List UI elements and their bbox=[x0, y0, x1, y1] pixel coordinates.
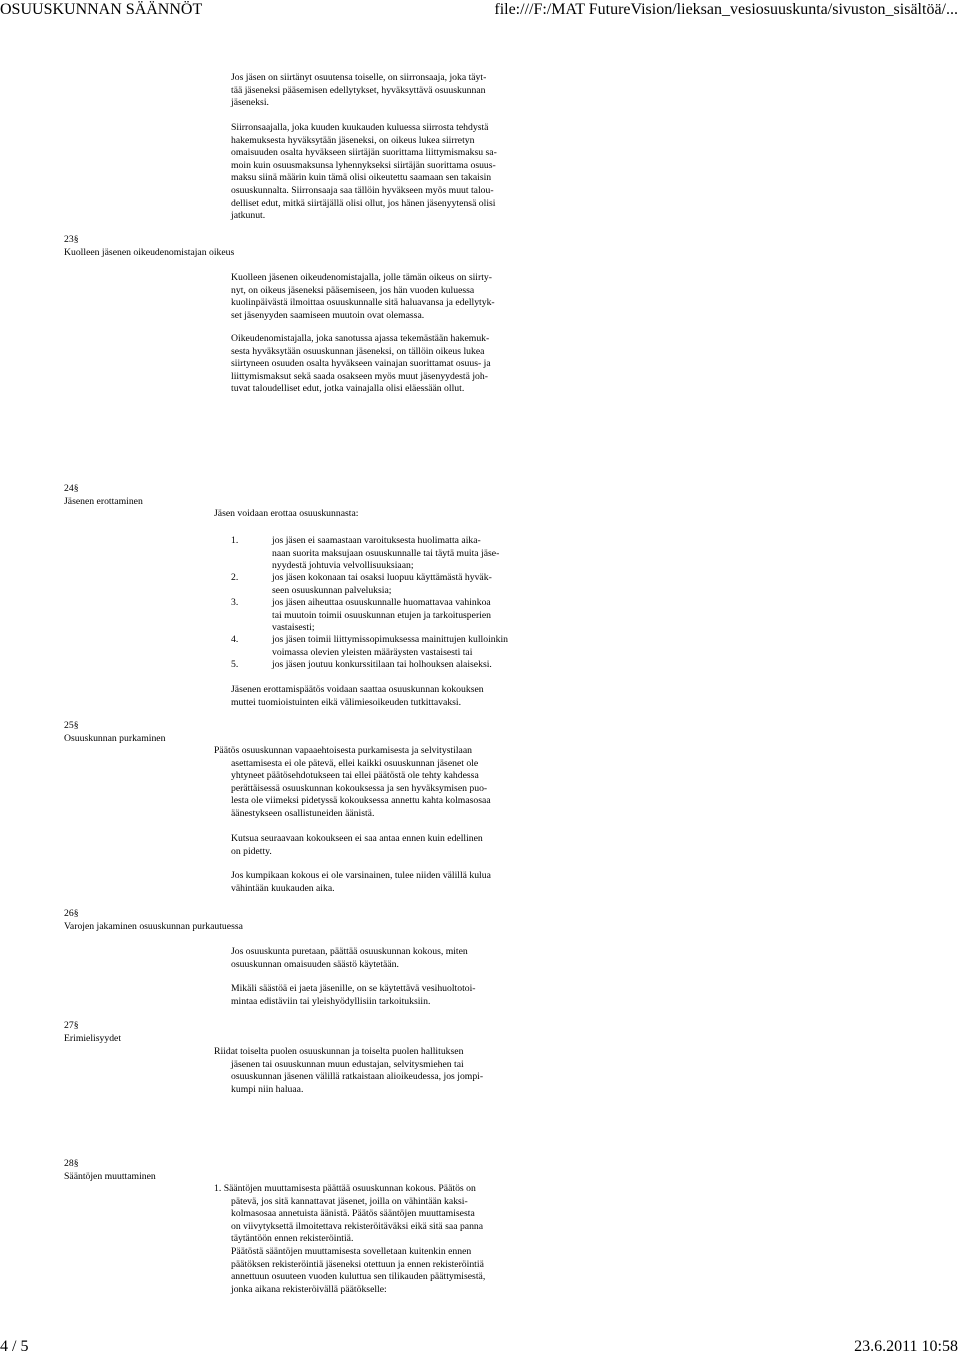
intro-paragraph-1: Jos jäsen on siirtänyt osuutensa toiselle, on siirronsaaja, joka täyt- tää jäseneksi pääsemisen edellytykset, hyväksyttävä osuuskunnan jäseneksi. bbox=[231, 72, 487, 109]
section-number: 25§ bbox=[64, 720, 79, 731]
section-23-paragraph-1: Kuolleen jäsenen oikeudenomistajalla, jolle tämän oikeus on siirty- nyt, on oikeus jäseneksi pääsemiseen, jos hän vuoden kuluessa kuolinpäivästä ilmoittaa osuuskunnalle sitä haluavansa ja edellytyk- set jäsenyyden saamiseen muutoin ovat olemassa. bbox=[231, 272, 495, 321]
section-26-paragraph-2: Mikäli säästöä ei jaeta jäsenille, on se käytettävä vesihuoltotoi- mintaa edistäviin tai yleishyödyllisiin tarkoituksiin. bbox=[231, 983, 476, 1007]
section-24-heading bbox=[64, 483, 143, 508]
section-title: Sääntöjen muuttaminen bbox=[64, 1170, 156, 1182]
intro-paragraph-2: Siirronsaajalla, joka kuuden kuukauden kuluessa siirrosta tehdystä hakemuksesta hyväksytään jäseneksi, on oikeus lukea siirretyn omaisuuden osalta hyväkseen siirtäjän suorittama liittymismaksu sa- moin kuin osuusmaksunsa lyhennykseksi siirtäjän suorittama osuus- maksu siinä määrin kuin tämä olisi oikeutettu saamaan sen takaisin osuuskunnalta. Siirronsaaja saa tällöin hyväkseen myös muut talou- delliset edut, mitkä siirtäjällä olisi ollut, jos hänen jäsenyytensä olisi jatkunut. bbox=[231, 122, 497, 222]
section-26-paragraph-1: Jos osuuskunta puretaan, päättää osuuskunnan kokous, miten osuuskunnan omaisuuden säästö käytetään. bbox=[231, 946, 468, 970]
section-24-intro: Jäsen voidaan erottaa osuuskunnasta: bbox=[214, 508, 359, 519]
section-27-paragraph-1: Riidat toiselta puolen osuuskunnan ja toiselta puolen hallituksen jäsenen tai osuuskunnan muun edustajan, selvitysmiehen tai osuuskunnan jäsenen välillä ratkaistaan alioikeudessa, jos jompi- kumpi niin haluaa. bbox=[214, 1046, 484, 1095]
file-url: file:///F:/MAT FutureVision/lieksan_vesiosuuskunta/sivuston_sisältöä/... bbox=[494, 1, 958, 18]
section-23-paragraph-2: Oikeudenomistajalla, joka sanotussa ajassa tekemästään hakemuk- sesta hyväksytään osuuskunnan jäseneksi, on tällöin oikeus lukea siirtyneen osuuden osalta hyväkseen vainajan suorittamat osuus- ja liittymismaksut sekä saada osakseen myös muut jäsenyydestä joh- tuvat taloudelliset edut, jotka vainajalla olisi eläessään ollut. bbox=[231, 333, 491, 395]
section-28-heading bbox=[64, 1158, 156, 1183]
print-datetime: 23.6.2011 10:58 bbox=[854, 1338, 958, 1355]
section-title: Varojen jakaminen osuuskunnan purkautuessa bbox=[64, 920, 243, 932]
section-number: 26§ bbox=[64, 908, 79, 919]
section-28-paragraph-1: 1. Sääntöjen muuttamisesta päättää osuuskunnan kokous. Päätös on pätevä, jos sitä kannattavat jäsenet, joilla on vähintään kaksi- kolmasosaa annetuista äänistä. Päätös sääntöjen muuttamisesta on viivytyksettä ilmoitettava rekisteröitäväksi eikä sitä saa panna täytäntöön ennen rekisteröintiä. Päätöstä sääntöjen muuttamisesta sovelletaan kuitenkin ennen päätöksen rekisteröintiä jäseneksi otettuun ja ennen rekisteröintiä annettuun osuuteen vuoden kuluttua sen tilikauden päättymisestä, jonka aikana rekisteröivällä päätökselle: bbox=[214, 1183, 486, 1295]
section-number: 23§ bbox=[64, 234, 79, 245]
section-25-paragraph-1: Päätös osuuskunnan vapaaehtoisesta purkamisesta ja selvitystilaan asettamisesta ei ole pätevä, ellei kaikki osuuskunnan jäsenet ole yhtyneet päätösehdotukseen tai ellei päätöstä ole tehty kahdessa perättäisessä osuuskunnan kokouksessa ja sen hyväksymisen puo- lesta ole viimeksi pidetyssä kokouksessa annettu kahta kolmasosaa äänestykseen osallistuneiden äänistä. bbox=[214, 745, 491, 819]
section-26-heading bbox=[64, 908, 243, 933]
section-title: Kuolleen jäsenen oikeudenomistajan oikeus bbox=[64, 246, 235, 258]
section-number: 28§ bbox=[64, 1158, 79, 1169]
section-number: 24§ bbox=[64, 483, 79, 494]
section-25-paragraph-3: Jos kumpikaan kokous ei ole varsinainen, tulee niiden välillä kulua vähintään kuukauden aika. bbox=[231, 870, 491, 894]
section-title: Jäsenen erottaminen bbox=[64, 495, 143, 507]
section-title: Erimielisyydet bbox=[64, 1032, 122, 1044]
section-number: 27§ bbox=[64, 1020, 79, 1031]
section-24-outro: Jäsenen erottamispäätös voidaan saattaa osuuskunnan kokouksen muttei tuomioistuinten eikä välimiesoikeuden tutkittavaksi. bbox=[231, 684, 484, 708]
page-title: OSUUSKUNNAN SÄÄNNÖT bbox=[0, 1, 203, 18]
section-27-heading bbox=[64, 1020, 121, 1045]
section-25-paragraph-2: Kutsua seuraavaan kokoukseen ei saa antaa ennen kuin edellinen on pidetty. bbox=[231, 833, 483, 857]
section-25-heading bbox=[64, 720, 165, 745]
section-23-heading bbox=[64, 234, 234, 259]
section-title: Osuuskunnan purkaminen bbox=[64, 732, 166, 744]
page-number: 4 / 5 bbox=[0, 1338, 29, 1355]
